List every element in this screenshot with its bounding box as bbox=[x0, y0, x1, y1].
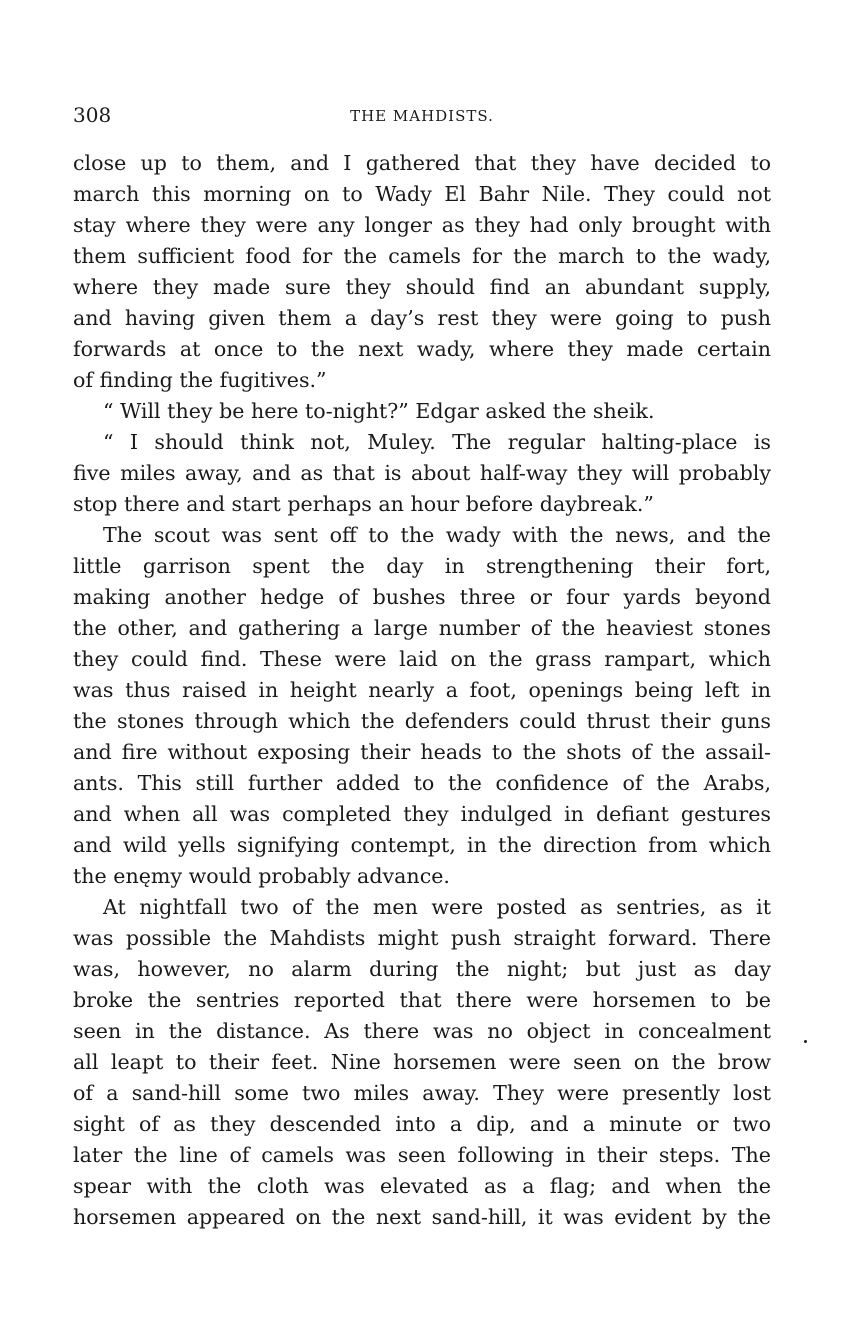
stray-ink-mark bbox=[804, 1040, 807, 1043]
paragraph bbox=[73, 520, 771, 892]
text-line: forwards at once to the next wady, where they made certain bbox=[73, 337, 771, 361]
text-line: broke the sentries reported that there were horsemen to be bbox=[73, 988, 771, 1012]
text-line: was possible the Mahdists might push straight forward. There bbox=[73, 926, 771, 950]
text-line: “ I should think not, Muley. The regular halting-place is bbox=[103, 430, 771, 454]
text-line: sight of as they descended into a dip, and a minute or two bbox=[73, 1112, 771, 1136]
paragraph bbox=[73, 396, 771, 427]
text-line: where they made sure they should find an abundant supply, bbox=[73, 275, 771, 299]
text-line: and having given them a day’s rest they were going to push bbox=[73, 306, 771, 330]
text-line: horsemen appeared on the next sand-hill, it was evident by the bbox=[73, 1205, 771, 1229]
text-line: seen in the distance. As there was no object in concealment bbox=[73, 1019, 771, 1043]
running-title: THE MAHDISTS. bbox=[350, 107, 494, 125]
text-line: later the line of camels was seen following in their steps. The bbox=[73, 1143, 771, 1167]
text-line: march this morning on to Wady El Bahr Nile. They could not bbox=[73, 182, 771, 206]
paragraph bbox=[73, 148, 771, 396]
text-line: the enęmy would probably advance. bbox=[73, 864, 450, 888]
text-line: At nightfall two of the men were posted as sentries, as it bbox=[103, 895, 771, 919]
text-line: The scout was sent off to the wady with the news, and the bbox=[103, 523, 771, 547]
text-line: stay where they were any longer as they had only brought with bbox=[73, 213, 771, 237]
text-line: all leapt to their feet. Nine horsemen were seen on the brow bbox=[73, 1050, 771, 1074]
running-head bbox=[73, 100, 771, 134]
text-line: close up to them, and I gathered that they have decided to bbox=[73, 151, 771, 175]
text-line: of finding the fugitives.” bbox=[73, 368, 327, 392]
text-line: five miles away, and as that is about half-way they will probably bbox=[73, 461, 771, 485]
text-line: was thus raised in height nearly a foot, openings being left in bbox=[73, 678, 771, 702]
text-line: the other, and gathering a large number of the heaviest stones bbox=[73, 616, 771, 640]
text-line: and wild yells signifying contempt, in the direction from which bbox=[73, 833, 771, 857]
text-line: them sufficient food for the camels for the march to the wady, bbox=[73, 244, 771, 268]
body-text bbox=[73, 148, 771, 1233]
text-line: the stones through which the defenders could thrust their guns bbox=[73, 709, 771, 733]
book-page bbox=[73, 100, 771, 1233]
text-line: spear with the cloth was elevated as a flag; and when the bbox=[73, 1174, 771, 1198]
text-line: and fire without exposing their heads to the shots of the assail- bbox=[73, 740, 771, 764]
text-line: making another hedge of bushes three or four yards beyond bbox=[73, 585, 771, 609]
paragraph bbox=[73, 427, 771, 520]
text-line: was, however, no alarm during the night; but just as day bbox=[73, 957, 771, 981]
paragraph bbox=[73, 892, 771, 1233]
text-line: and when all was completed they indulged in defiant gestures bbox=[73, 802, 771, 826]
text-line: stop there and start perhaps an hour before daybreak.” bbox=[73, 492, 654, 516]
text-line: of a sand-hill some two miles away. They were presently lost bbox=[73, 1081, 771, 1105]
text-line: little garrison spent the day in strengthening their fort, bbox=[73, 554, 771, 578]
page-number: 308 bbox=[73, 103, 112, 127]
text-line: “ Will they be here to-night?” Edgar asked the sheik. bbox=[103, 399, 655, 423]
text-line: ants. This still further added to the confidence of the Arabs, bbox=[73, 771, 771, 795]
text-line: they could find. These were laid on the grass rampart, which bbox=[73, 647, 771, 671]
